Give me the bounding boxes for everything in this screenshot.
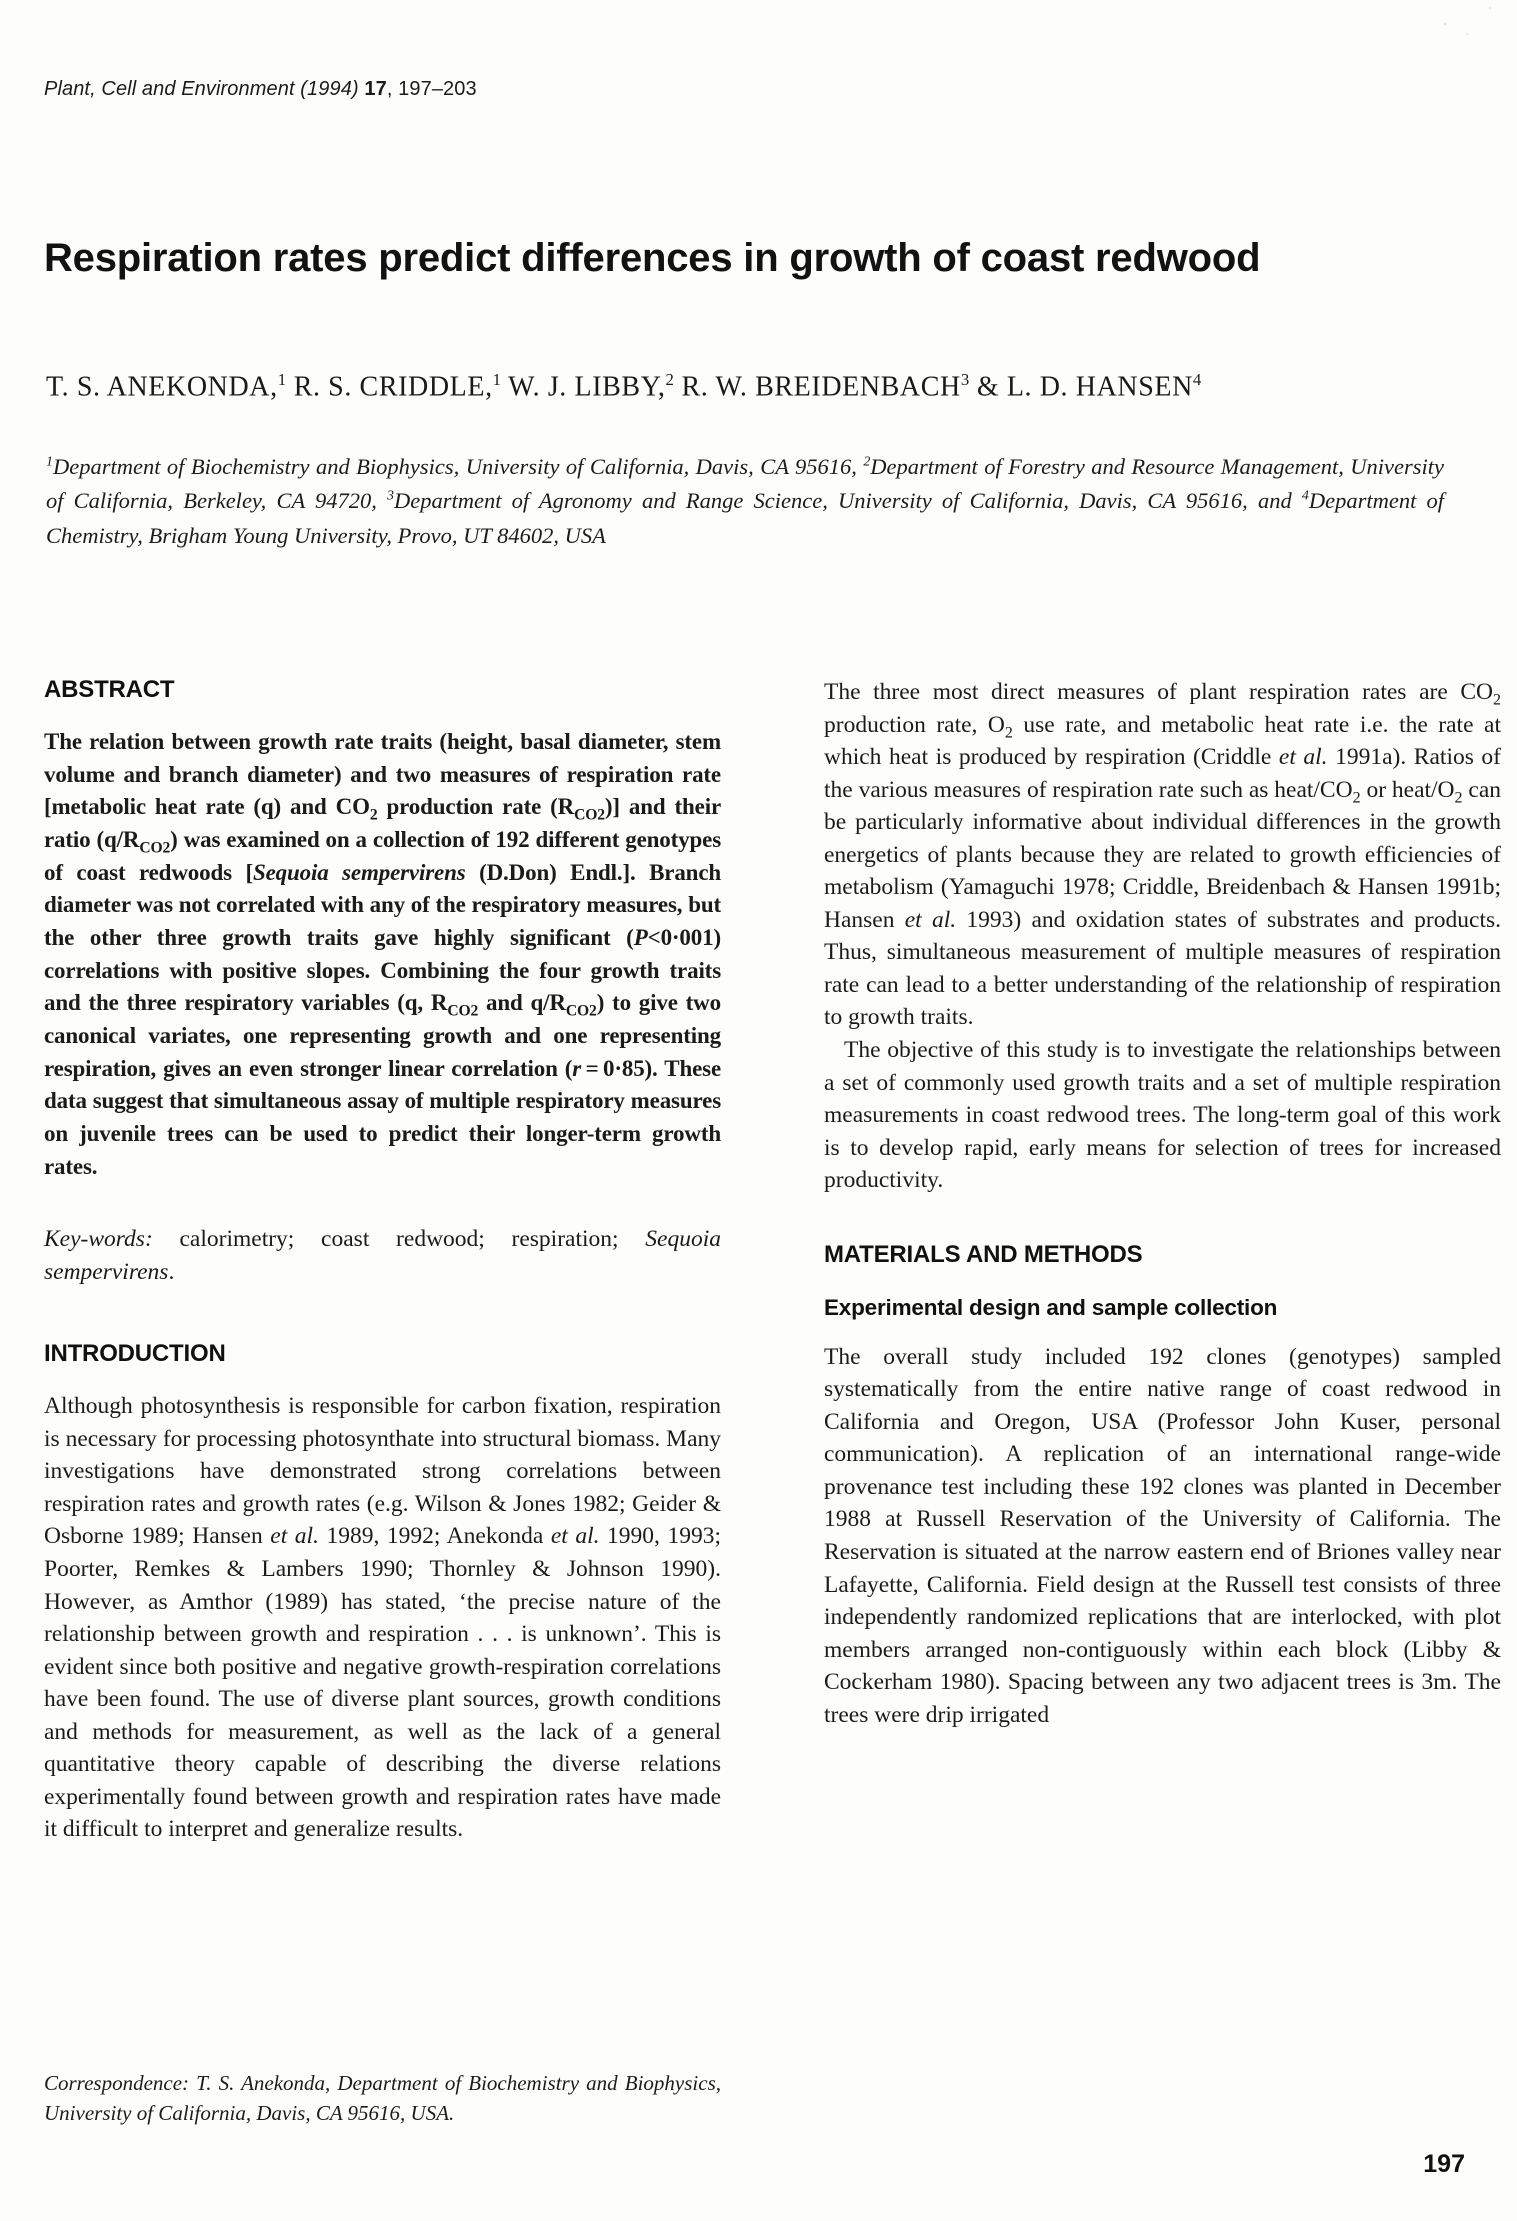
materials-and-methods-section bbox=[824, 1241, 1501, 1732]
species-name: Sequoia sempervirens bbox=[252, 859, 466, 885]
body-text: can be particularly informative about individual differences in the growth energetics of plants because they are related to growth efficiencies of metabolism (Yamaguchi 1978; Criddle, Breidenbach & Hansen 1991b; Hansen bbox=[824, 776, 1502, 933]
materials-and-methods-heading: MATERIALS AND METHODS bbox=[824, 1240, 1143, 1268]
author-affiliation-marker: 4 bbox=[1192, 370, 1202, 389]
subscript: CO bbox=[139, 839, 163, 857]
abstract-body bbox=[44, 726, 721, 1183]
journal-name: Plant, Cell and Environment bbox=[44, 78, 295, 100]
abstract-text: <0·001) correlations with positive slopes. Combining the four growth traits and the three respiratory variables (q, R bbox=[44, 924, 721, 1016]
subscript: 2 bbox=[1352, 789, 1361, 807]
right-column bbox=[824, 676, 1501, 1731]
subscript: CO bbox=[447, 1002, 471, 1020]
affiliation-marker: 2 bbox=[863, 454, 871, 470]
subscript: 2 bbox=[1454, 789, 1463, 807]
subscript: 2 bbox=[597, 806, 605, 824]
author-name: R. W. BREIDENBACH bbox=[673, 371, 961, 403]
introduction-paragraph-2 bbox=[824, 676, 1501, 1034]
et-al: et al. bbox=[550, 1523, 600, 1550]
affiliation-list bbox=[46, 450, 1444, 553]
introduction-section bbox=[44, 1340, 721, 1846]
keywords-line bbox=[44, 1223, 721, 1288]
author-name: & L. D. HANSEN bbox=[969, 371, 1193, 403]
affiliation-marker: 4 bbox=[1301, 488, 1309, 504]
journal-volume: 17 bbox=[364, 78, 387, 100]
affiliation-text: Department of Forestry and Resource Management, University of California, Berkeley, CA 94720, bbox=[46, 454, 1445, 514]
subscript: 2 bbox=[369, 806, 378, 824]
abstract-text: and q/R bbox=[478, 990, 566, 1016]
experimental-design-subheading: Experimental design and sample collection bbox=[824, 1294, 1278, 1320]
author-affiliation-marker: 1 bbox=[277, 370, 287, 389]
journal-year: (1994) bbox=[300, 78, 359, 100]
abstract-text: = 0·85). These data suggest that simultaneous assay of multiple respiratory measures on juvenile trees can be used to predict their longer-term growth rates. bbox=[44, 1055, 721, 1179]
author-list bbox=[46, 370, 1346, 403]
body-text: Although photosynthesis is responsible for carbon fixation, respiration is necessary for processing photosynthate into structural biomass. Many investigations have demonstrated strong correlations between respiration rates and growth rates (e.g. Wilson & Jones 1982; Geider & Osborne 1989; Hansen bbox=[44, 1393, 721, 1550]
abstract-text: ) was examined on a collection of 192 different genotypes of coast redwoods [ bbox=[44, 826, 721, 885]
author-name: W. J. LIBBY, bbox=[501, 371, 666, 403]
author-affiliation-marker: 3 bbox=[960, 370, 970, 389]
abstract-text: production rate (R bbox=[377, 794, 575, 820]
article-title: Respiration rates predict differences in growth of coast redwood bbox=[44, 235, 1261, 280]
abstract-heading: ABSTRACT bbox=[44, 676, 175, 703]
subscript: CO bbox=[565, 1002, 590, 1020]
subscript: 2 bbox=[1493, 691, 1501, 709]
keywords-list: calorimetry; coast redwood; respiration; bbox=[152, 1226, 646, 1253]
et-al: et al. bbox=[1278, 744, 1328, 771]
journal-running-head bbox=[44, 78, 477, 101]
materials-and-methods-paragraph-1: The overall study included 192 clones (genotypes) sampled systematically from the entire native range of coast redwood in California and Oregon, USA (Professor John Kuser, personal communication). A replication of an international range-wide provenance test including these 192 clones was planted in December 1988 at Russell Reservation of the University of California. The Reservation is situated at the narrow eastern end of Briones valley near Lafayette, California. Field design at the Russell test consists of three independently randomized replications that are interlocked, with plot members arranged non-contiguously within each block (Libby & Cockerham 1980). Spacing between any two adjacent trees is 3m. The trees were drip irrigated bbox=[824, 1343, 1501, 1728]
body-text: production rate, O bbox=[824, 711, 1005, 738]
body-text: The three most direct measures of plant respiration rates are CO bbox=[824, 679, 1494, 705]
affiliation-marker: 1 bbox=[46, 454, 53, 470]
author-name: R. S. CRIDDLE, bbox=[286, 371, 493, 403]
introduction-heading: INTRODUCTION bbox=[44, 1340, 226, 1368]
author-name: T. S. ANEKONDA, bbox=[46, 371, 278, 403]
statistic-symbol: r bbox=[572, 1055, 582, 1081]
author-affiliation-marker: 2 bbox=[665, 370, 674, 389]
left-column bbox=[44, 676, 721, 1846]
subscript: 2 bbox=[1004, 724, 1013, 742]
subscript: 2 bbox=[589, 1002, 597, 1020]
body-text: 1990, 1993; Poorter, Remkes & Lambers 1990; Thornley & Johnson 1990). However, as Amthor (1989) has stated, ‘the precise nature of the relationship between growth and respiration . . . is unknown’. This is evident since both positive and negative growth-respiration correlations have been found. The use of diverse plant sources, growth conditions and methods for measurement, as well as the lack of a general quantitative theory capable of describing the diverse relations experimentally found between growth and respiration rates have made it difficult to interpret and generalize results. bbox=[44, 1523, 721, 1843]
keywords-label: Key-words: bbox=[44, 1226, 153, 1253]
abstract-text: (D.Don) Endl.]. Branch diameter was not correlated with any of the respiratory measures, but the other three growth traits gave highly significant ( bbox=[44, 859, 722, 950]
journal-page-range: , 197–203 bbox=[386, 78, 477, 100]
et-al: et al. bbox=[270, 1523, 319, 1550]
body-text: 1989, 1992; Anekonda bbox=[318, 1523, 551, 1550]
affiliation-text: Department of Biochemistry and Biophysics, University of California, Davis, CA 95616, bbox=[52, 454, 864, 479]
scan-artifact bbox=[1427, 0, 1517, 40]
body-text: 1993) and oxidation states of substrates and products. Thus, simultaneous measurement of multiple measures of respiration rate can lead to a better understanding of the relationship of respiration to growth traits. bbox=[824, 906, 1501, 1031]
correspondence-note: Correspondence: T. S. Anekonda, Department of Biochemistry and Biophysics, University of California, Davis, CA 95616, USA. bbox=[44, 2071, 721, 2126]
affiliation-text: Department of Agronomy and Range Science, University of California, Davis, CA 95616, and bbox=[393, 488, 1302, 514]
abstract-text: )] and their ratio (q/R bbox=[44, 794, 722, 852]
subscript: 2 bbox=[470, 1002, 479, 1020]
subscript: CO bbox=[574, 806, 598, 824]
affiliation-marker: 3 bbox=[387, 488, 394, 504]
page-number: 197 bbox=[1423, 2150, 1465, 2178]
author-affiliation-marker: 1 bbox=[492, 370, 502, 389]
introduction-paragraph-1 bbox=[44, 1390, 721, 1846]
subscript: 2 bbox=[162, 839, 171, 857]
keywords-end: . bbox=[168, 1258, 175, 1285]
keywords-species: Sequoia sempervirens bbox=[44, 1226, 721, 1285]
statistic-symbol: P bbox=[633, 924, 648, 950]
affiliation-text: Department of Chemistry, Brigham Young University, Provo, UT 84602, USA bbox=[46, 488, 1445, 548]
abstract-text: ) to give two canonical variates, one representing growth and one representing respiration, gives an even stronger linear correlation ( bbox=[44, 990, 721, 1081]
abstract-paragraph bbox=[44, 726, 721, 1183]
body-text: or heat/O bbox=[1360, 776, 1455, 803]
introduction-paragraph-3: The objective of this study is to investigate the relationships between a set of commonly used growth traits and a set of multiple respiration measurements in coast redwood trees. The long-term goal of this work is to develop rapid, early means for selection of trees for increased productivity. bbox=[824, 1037, 1501, 1194]
et-al: et al. bbox=[904, 906, 957, 933]
body-text: 1991a). Ratios of the various measures of respiration rate such as heat/CO bbox=[824, 744, 1501, 803]
body-text: use rate, and metabolic heat rate i.e. the rate at which heat is produced by respiration (Criddle bbox=[824, 711, 1501, 771]
abstract-text: The relation between growth rate traits (height, basal diameter, stem volume and branch diameter) and two measures of respiration rate [metabolic heat rate (q) and CO bbox=[44, 729, 721, 820]
